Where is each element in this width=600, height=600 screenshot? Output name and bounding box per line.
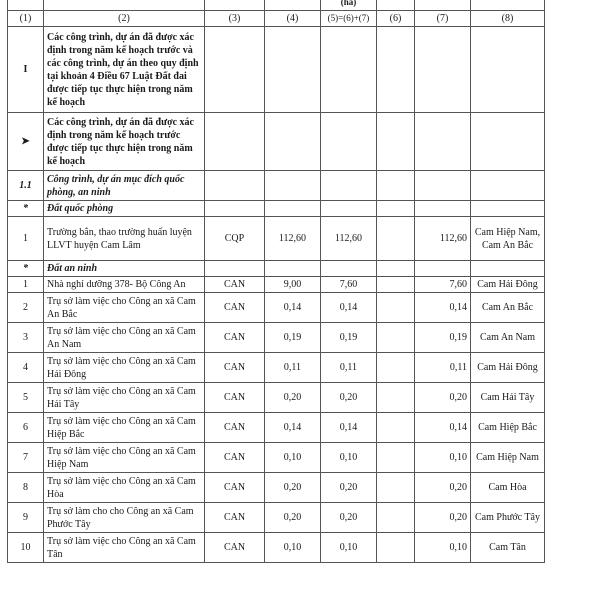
table-row — [8, 353, 545, 383]
column-number: (3) — [205, 11, 265, 27]
land-code: CAN — [205, 503, 265, 533]
area-col-4: 9,00 — [265, 277, 321, 293]
table-row — [8, 443, 545, 473]
project-name: Trụ sở làm việc cho Công an xã Cam Hải Tây — [44, 383, 205, 413]
area-col-4: 0,10 — [265, 533, 321, 563]
area-col-6 — [377, 413, 415, 443]
location: Cam Hòa — [471, 473, 545, 503]
location: Cam Phước Tây — [471, 503, 545, 533]
location: Cam Tân — [471, 533, 545, 563]
area-col-4: 0,14 — [265, 293, 321, 323]
project-name: Trụ sở làm việc cho Công an xã Cam Hòa — [44, 473, 205, 503]
area-col-7: 0,11 — [415, 353, 471, 383]
land-code: CAN — [205, 473, 265, 503]
project-name: Trụ sở làm cho cho Công an xã Cam Phước Tây — [44, 503, 205, 533]
project-name: Trụ sở làm việc cho Công an xã Cam Hải Đông — [44, 353, 205, 383]
unit-label: (ha) — [321, 0, 377, 11]
section-name: Đất an ninh — [44, 261, 205, 277]
location: Cam Hải Đông — [471, 353, 545, 383]
subsection-row-security-land — [8, 261, 545, 277]
section-name: Các công trình, dự án đã được xác định trong năm kế hoạch trước được tiếp tục thực hiện trong năm kế hoạch — [44, 113, 205, 171]
project-name: Trường bắn, thao trường huấn luyện LLVT huyện Cam Lâm — [44, 217, 205, 261]
area-col-5: 0,11 — [321, 353, 377, 383]
area-col-4: 0,20 — [265, 383, 321, 413]
area-col-7: 0,10 — [415, 443, 471, 473]
section-name: Các công trình, dự án đã được xác định trong năm kế hoạch trước và các công trình, dự án theo quy định tại khoản 4 Điều 67 Luật Đất đai được tiếp tục thực hiện trong năm kế hoạch — [44, 27, 205, 113]
project-name: Trụ sở làm việc cho Công an xã Cam An Nam — [44, 323, 205, 353]
area-col-6 — [377, 383, 415, 413]
area-col-5: 0,14 — [321, 293, 377, 323]
project-name: Trụ sở làm việc cho Công an xã Cam Hiệp Nam — [44, 443, 205, 473]
row-stt: 5 — [8, 383, 44, 413]
area-col-7: 0,14 — [415, 413, 471, 443]
section-name: Công trình, dự án mục đích quốc phòng, an ninh — [44, 171, 205, 201]
project-name: Nhà nghỉ dưỡng 378- Bộ Công An — [44, 277, 205, 293]
project-name: Trụ sở làm việc cho Công an xã Cam Hiệp Bắc — [44, 413, 205, 443]
column-number: (8) — [471, 11, 545, 27]
land-use-table — [7, 0, 545, 563]
row-stt: 6 — [8, 413, 44, 443]
area-col-6 — [377, 443, 415, 473]
column-number-row — [8, 11, 545, 27]
project-name: Trụ sở làm việc cho Công an xã Cam Tân — [44, 533, 205, 563]
area-col-6 — [377, 503, 415, 533]
table-row — [8, 323, 545, 353]
table-row — [8, 217, 545, 261]
land-code: CAN — [205, 293, 265, 323]
area-col-5: 0,20 — [321, 383, 377, 413]
area-col-7: 0,19 — [415, 323, 471, 353]
area-col-5: 0,14 — [321, 413, 377, 443]
land-code: CAN — [205, 353, 265, 383]
table-row — [8, 293, 545, 323]
column-number: (1) — [8, 11, 44, 27]
area-col-6 — [377, 533, 415, 563]
section-stt: 1.1 — [8, 171, 44, 201]
area-col-4: 0,14 — [265, 413, 321, 443]
area-col-7: 0,10 — [415, 533, 471, 563]
land-code: CAN — [205, 443, 265, 473]
location: Cam An Bắc — [471, 293, 545, 323]
subsection-row-defense-land — [8, 201, 545, 217]
table-row — [8, 413, 545, 443]
section-stt: ➤ — [8, 113, 44, 171]
area-col-7: 7,60 — [415, 277, 471, 293]
column-number: (6) — [377, 11, 415, 27]
area-col-5: 0,20 — [321, 473, 377, 503]
row-stt: 9 — [8, 503, 44, 533]
area-col-4: 0,19 — [265, 323, 321, 353]
area-col-7: 0,20 — [415, 383, 471, 413]
area-col-5: 0,10 — [321, 533, 377, 563]
row-stt: 1 — [8, 217, 44, 261]
land-code: CQP — [205, 217, 265, 261]
column-number: (5)=(6)+(7) — [321, 11, 377, 27]
row-stt: 7 — [8, 443, 44, 473]
area-col-6 — [377, 473, 415, 503]
area-col-5: 0,19 — [321, 323, 377, 353]
table-row — [8, 503, 545, 533]
table-row — [8, 383, 545, 413]
location: Cam Hiệp Bắc — [471, 413, 545, 443]
section-row-I — [8, 27, 545, 113]
area-col-5: 0,20 — [321, 503, 377, 533]
header-partial-row — [8, 0, 545, 11]
area-col-7: 0,20 — [415, 473, 471, 503]
column-number: (4) — [265, 11, 321, 27]
location: Cam Hiệp Nam, Cam An Bắc — [471, 217, 545, 261]
area-col-4: 0,11 — [265, 353, 321, 383]
row-stt: 2 — [8, 293, 44, 323]
section-row-carried-over — [8, 113, 545, 171]
area-col-5: 112,60 — [321, 217, 377, 261]
area-col-4: 0,20 — [265, 503, 321, 533]
area-col-6 — [377, 277, 415, 293]
table-row — [8, 533, 545, 563]
section-stt: * — [8, 201, 44, 217]
area-col-7: 0,20 — [415, 503, 471, 533]
area-col-6 — [377, 353, 415, 383]
area-col-4: 0,20 — [265, 473, 321, 503]
section-row-1-1 — [8, 171, 545, 201]
location: Cam Hải Tây — [471, 383, 545, 413]
land-code: CAN — [205, 277, 265, 293]
section-stt: I — [8, 27, 44, 113]
land-code: CAN — [205, 413, 265, 443]
area-col-7: 112,60 — [415, 217, 471, 261]
column-number: (2) — [44, 11, 205, 27]
land-code: CAN — [205, 533, 265, 563]
column-number: (7) — [415, 11, 471, 27]
area-col-4: 112,60 — [265, 217, 321, 261]
table-row — [8, 473, 545, 503]
area-col-6 — [377, 217, 415, 261]
area-col-7: 0,14 — [415, 293, 471, 323]
land-code: CAN — [205, 323, 265, 353]
row-stt: 1 — [8, 277, 44, 293]
section-name: Đất quốc phòng — [44, 201, 205, 217]
area-col-6 — [377, 293, 415, 323]
location: Cam Hiệp Nam — [471, 443, 545, 473]
area-col-5: 7,60 — [321, 277, 377, 293]
row-stt: 4 — [8, 353, 44, 383]
area-col-6 — [377, 323, 415, 353]
area-col-5: 0,10 — [321, 443, 377, 473]
land-code: CAN — [205, 383, 265, 413]
location: Cam Hải Đông — [471, 277, 545, 293]
row-stt: 3 — [8, 323, 44, 353]
section-stt: * — [8, 261, 44, 277]
row-stt: 8 — [8, 473, 44, 503]
table-row — [8, 277, 545, 293]
area-col-4: 0,10 — [265, 443, 321, 473]
row-stt: 10 — [8, 533, 44, 563]
location: Cam An Nam — [471, 323, 545, 353]
project-name: Trụ sở làm việc cho Công an xã Cam An Bắc — [44, 293, 205, 323]
